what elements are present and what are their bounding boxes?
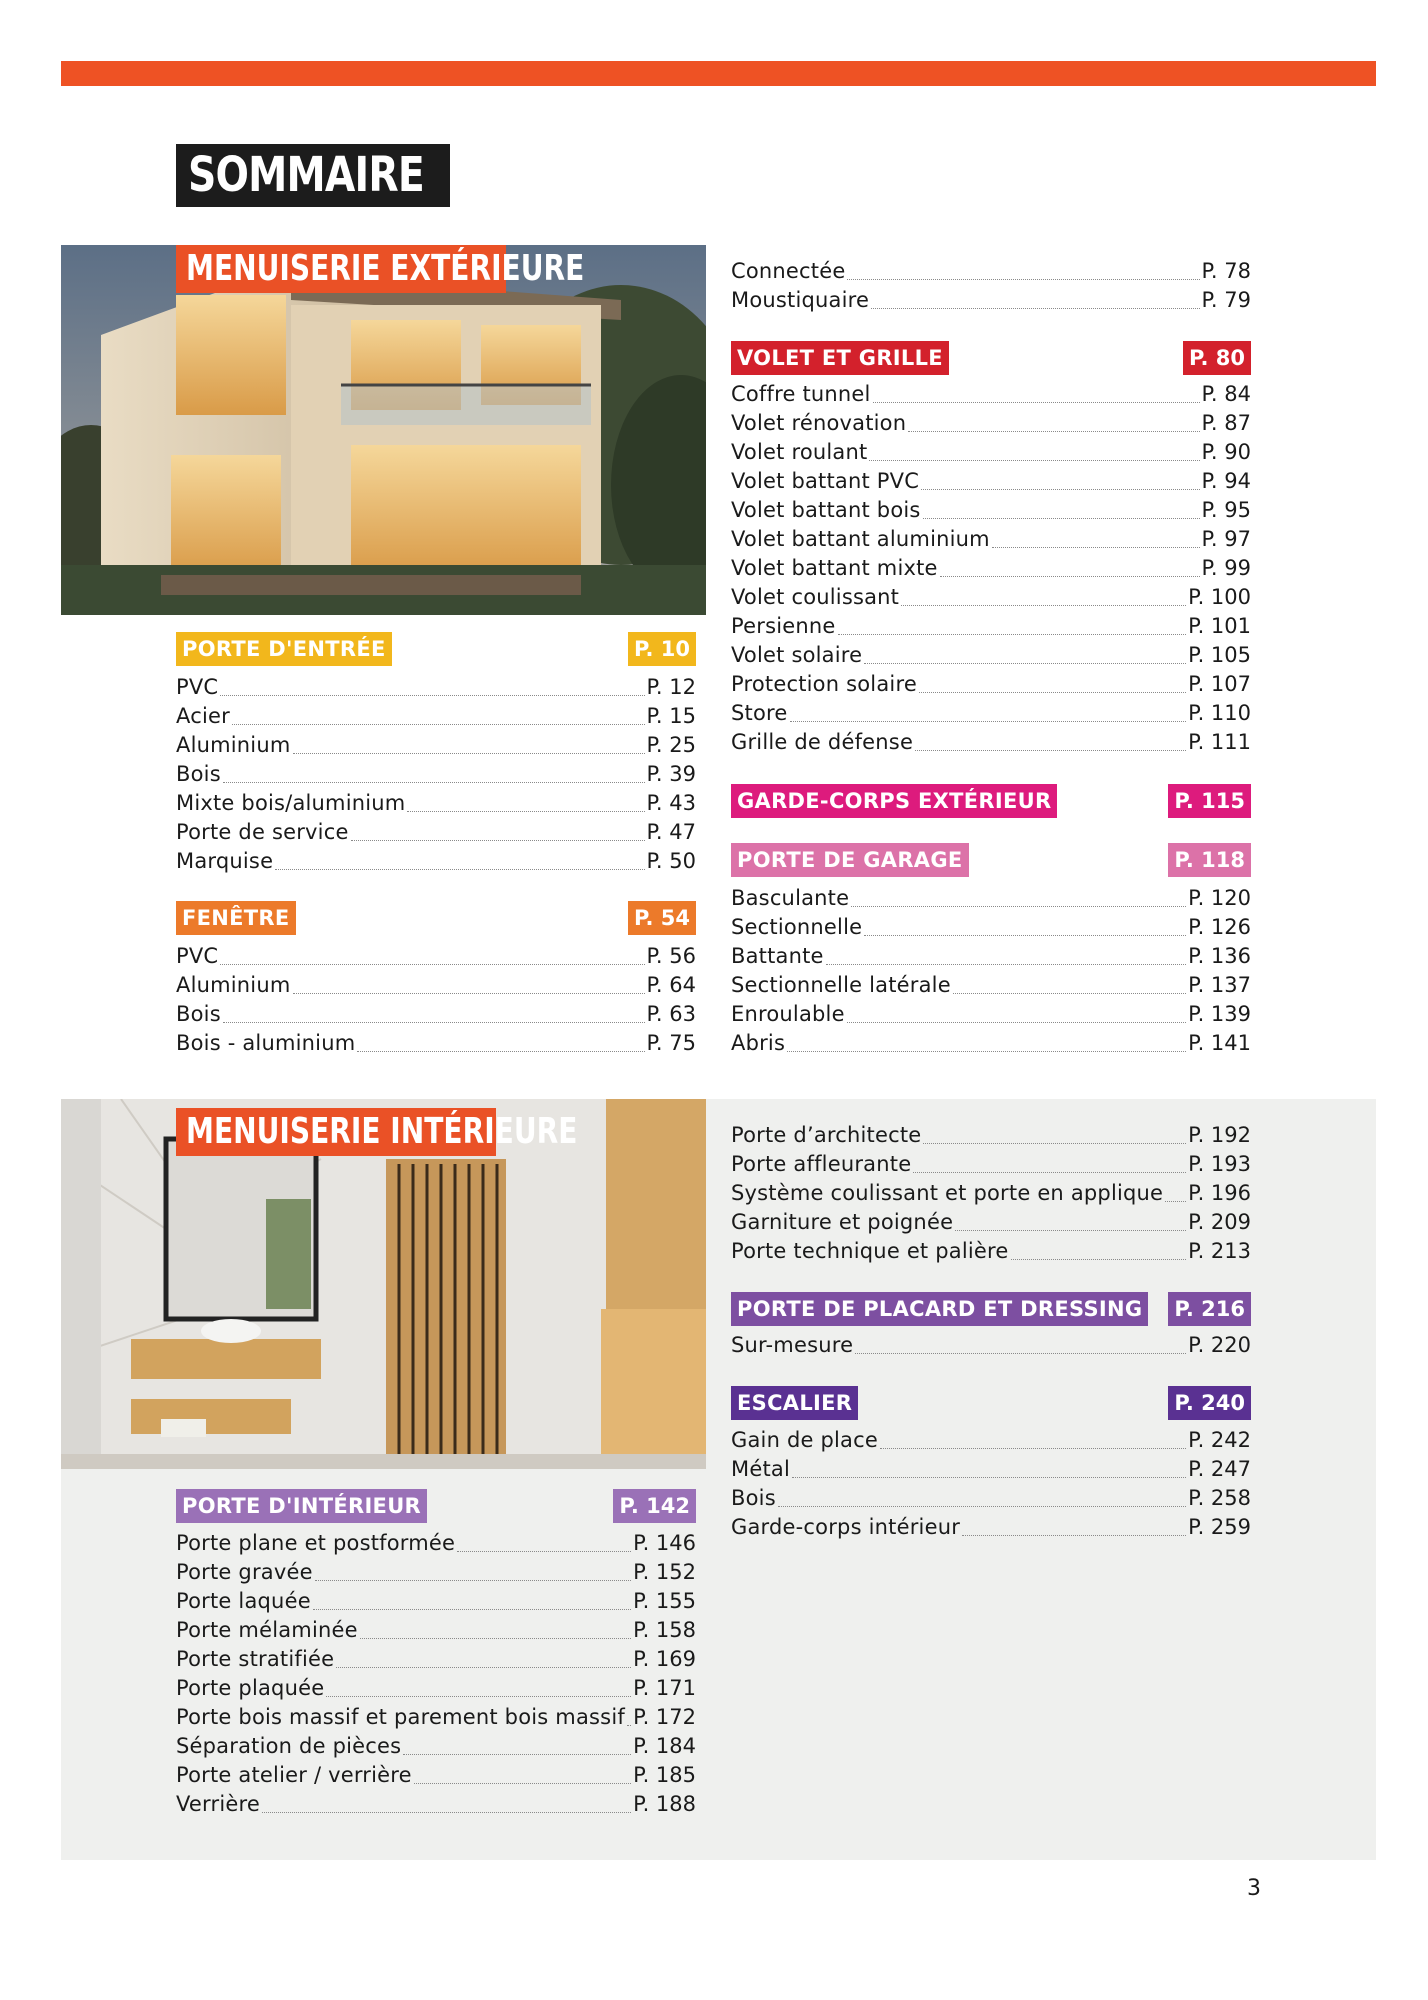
list-item[interactable]: Sectionnelle P. 126 — [731, 915, 1251, 939]
category-label: PORTE D'INTÉRIEUR — [176, 1489, 427, 1523]
top-accent-bar — [61, 61, 1376, 86]
list-item[interactable]: Persienne P. 101 — [731, 614, 1251, 638]
section-title-interior: MENUISERIE INTÉRIEURE — [176, 1108, 496, 1156]
list-item[interactable]: Aluminium P. 25 — [176, 733, 696, 757]
list-item[interactable]: Bois P. 258 — [731, 1486, 1251, 1510]
list-item[interactable]: Marquise P. 50 — [176, 849, 696, 873]
list-item[interactable]: Volet coulissant P. 100 — [731, 585, 1251, 609]
list-item[interactable]: Porte bois massif et parement bois massif P. 172 — [176, 1705, 696, 1729]
category-page: P. 115 — [1168, 784, 1251, 818]
list-item[interactable]: Bois P. 39 — [176, 762, 696, 786]
category-label: PORTE DE PLACARD ET DRESSING — [731, 1292, 1148, 1326]
exterior-house-photo — [61, 245, 706, 615]
category-label: GARDE-CORPS EXTÉRIEUR — [731, 784, 1057, 818]
list-item[interactable]: Bois - aluminium P. 75 — [176, 1031, 696, 1055]
category-page: P. 142 — [613, 1489, 696, 1523]
list-item[interactable]: Grille de défense P. 111 — [731, 730, 1251, 754]
list-item[interactable]: Volet battant bois P. 95 — [731, 498, 1251, 522]
category-label: ESCALIER — [731, 1386, 858, 1420]
list-item[interactable]: Système coulissant et porte en applique P. 196 — [731, 1181, 1251, 1205]
category-porte-entree[interactable] — [176, 632, 696, 666]
list-item[interactable]: Porte laquée P. 155 — [176, 1589, 696, 1613]
section-title-exterior: MENUISERIE EXTÉRIEURE — [176, 245, 506, 293]
list-item[interactable]: Porte affleurante P. 193 — [731, 1152, 1251, 1176]
list-item[interactable]: Volet battant mixte P. 99 — [731, 556, 1251, 580]
list-item[interactable]: Acier P. 15 — [176, 704, 696, 728]
list-item[interactable]: Coffre tunnel P. 84 — [731, 382, 1251, 406]
category-volet-grille[interactable] — [731, 341, 1251, 375]
list-item[interactable]: Porte stratifiée P. 169 — [176, 1647, 696, 1671]
list-item[interactable]: Porte atelier / verrière P. 185 — [176, 1763, 696, 1787]
page-number: 3 — [1247, 1876, 1261, 1901]
list-item[interactable]: Basculante P. 120 — [731, 886, 1251, 910]
category-page: P. 216 — [1168, 1292, 1251, 1326]
list-item[interactable]: Porte plaquée P. 171 — [176, 1676, 696, 1700]
list-item[interactable]: Sectionnelle latérale P. 137 — [731, 973, 1251, 997]
list-item[interactable]: Séparation de pièces P. 184 — [176, 1734, 696, 1758]
list-item[interactable]: Verrière P. 188 — [176, 1792, 696, 1816]
category-porte-interieur[interactable] — [176, 1489, 696, 1523]
category-page: P. 118 — [1168, 843, 1251, 877]
list-item[interactable]: Abris P. 141 — [731, 1031, 1251, 1055]
list-item[interactable]: PVC P. 56 — [176, 944, 696, 968]
category-page: P. 54 — [628, 901, 696, 935]
list-item[interactable]: Battante P. 136 — [731, 944, 1251, 968]
list-item[interactable]: Gain de place P. 242 — [731, 1428, 1251, 1452]
list-item[interactable]: Porte plane et postformée P. 146 — [176, 1531, 696, 1555]
category-label: PORTE D'ENTRÉE — [176, 632, 392, 666]
list-item[interactable]: Porte de service P. 47 — [176, 820, 696, 844]
list-item[interactable]: Garniture et poignée P. 209 — [731, 1210, 1251, 1234]
page-title: SOMMAIRE — [176, 144, 450, 207]
category-porte-garage[interactable] — [731, 843, 1251, 877]
list-item[interactable]: Enroulable P. 139 — [731, 1002, 1251, 1026]
category-garde-corps-exterieur[interactable] — [731, 784, 1251, 818]
list-item[interactable]: Mixte bois/aluminium P. 43 — [176, 791, 696, 815]
list-item[interactable]: Moustiquaire P. 79 — [731, 288, 1251, 312]
list-item[interactable]: Store P. 110 — [731, 701, 1251, 725]
category-page: P. 240 — [1168, 1386, 1251, 1420]
category-label: FENÊTRE — [176, 901, 296, 935]
list-item[interactable]: Porte technique et palière P. 213 — [731, 1239, 1251, 1263]
list-item[interactable]: Sur-mesure P. 220 — [731, 1333, 1251, 1357]
category-page: P. 80 — [1183, 341, 1251, 375]
category-label: PORTE DE GARAGE — [731, 843, 969, 877]
list-item[interactable]: Volet battant PVC P. 94 — [731, 469, 1251, 493]
category-page: P. 10 — [628, 632, 696, 666]
list-item[interactable]: Volet rénovation P. 87 — [731, 411, 1251, 435]
list-item[interactable]: Bois P. 63 — [176, 1002, 696, 1026]
list-item[interactable]: Protection solaire P. 107 — [731, 672, 1251, 696]
list-item[interactable]: Volet roulant P. 90 — [731, 440, 1251, 464]
list-item[interactable]: Connectée P. 78 — [731, 259, 1251, 283]
list-item[interactable]: Garde-corps intérieur P. 259 — [731, 1515, 1251, 1539]
list-item[interactable]: Métal P. 247 — [731, 1457, 1251, 1481]
list-item[interactable]: Porte gravée P. 152 — [176, 1560, 696, 1584]
list-item[interactable]: Aluminium P. 64 — [176, 973, 696, 997]
category-fenetre[interactable] — [176, 901, 696, 935]
category-placard-dressing[interactable] — [731, 1292, 1251, 1326]
category-escalier[interactable] — [731, 1386, 1251, 1420]
category-label: VOLET ET GRILLE — [731, 341, 949, 375]
list-item[interactable]: PVC P. 12 — [176, 675, 696, 699]
list-item[interactable]: Porte d’architecte P. 192 — [731, 1123, 1251, 1147]
list-item[interactable]: Volet battant aluminium P. 97 — [731, 527, 1251, 551]
list-item[interactable]: Volet solaire P. 105 — [731, 643, 1251, 667]
list-item[interactable]: Porte mélaminée P. 158 — [176, 1618, 696, 1642]
